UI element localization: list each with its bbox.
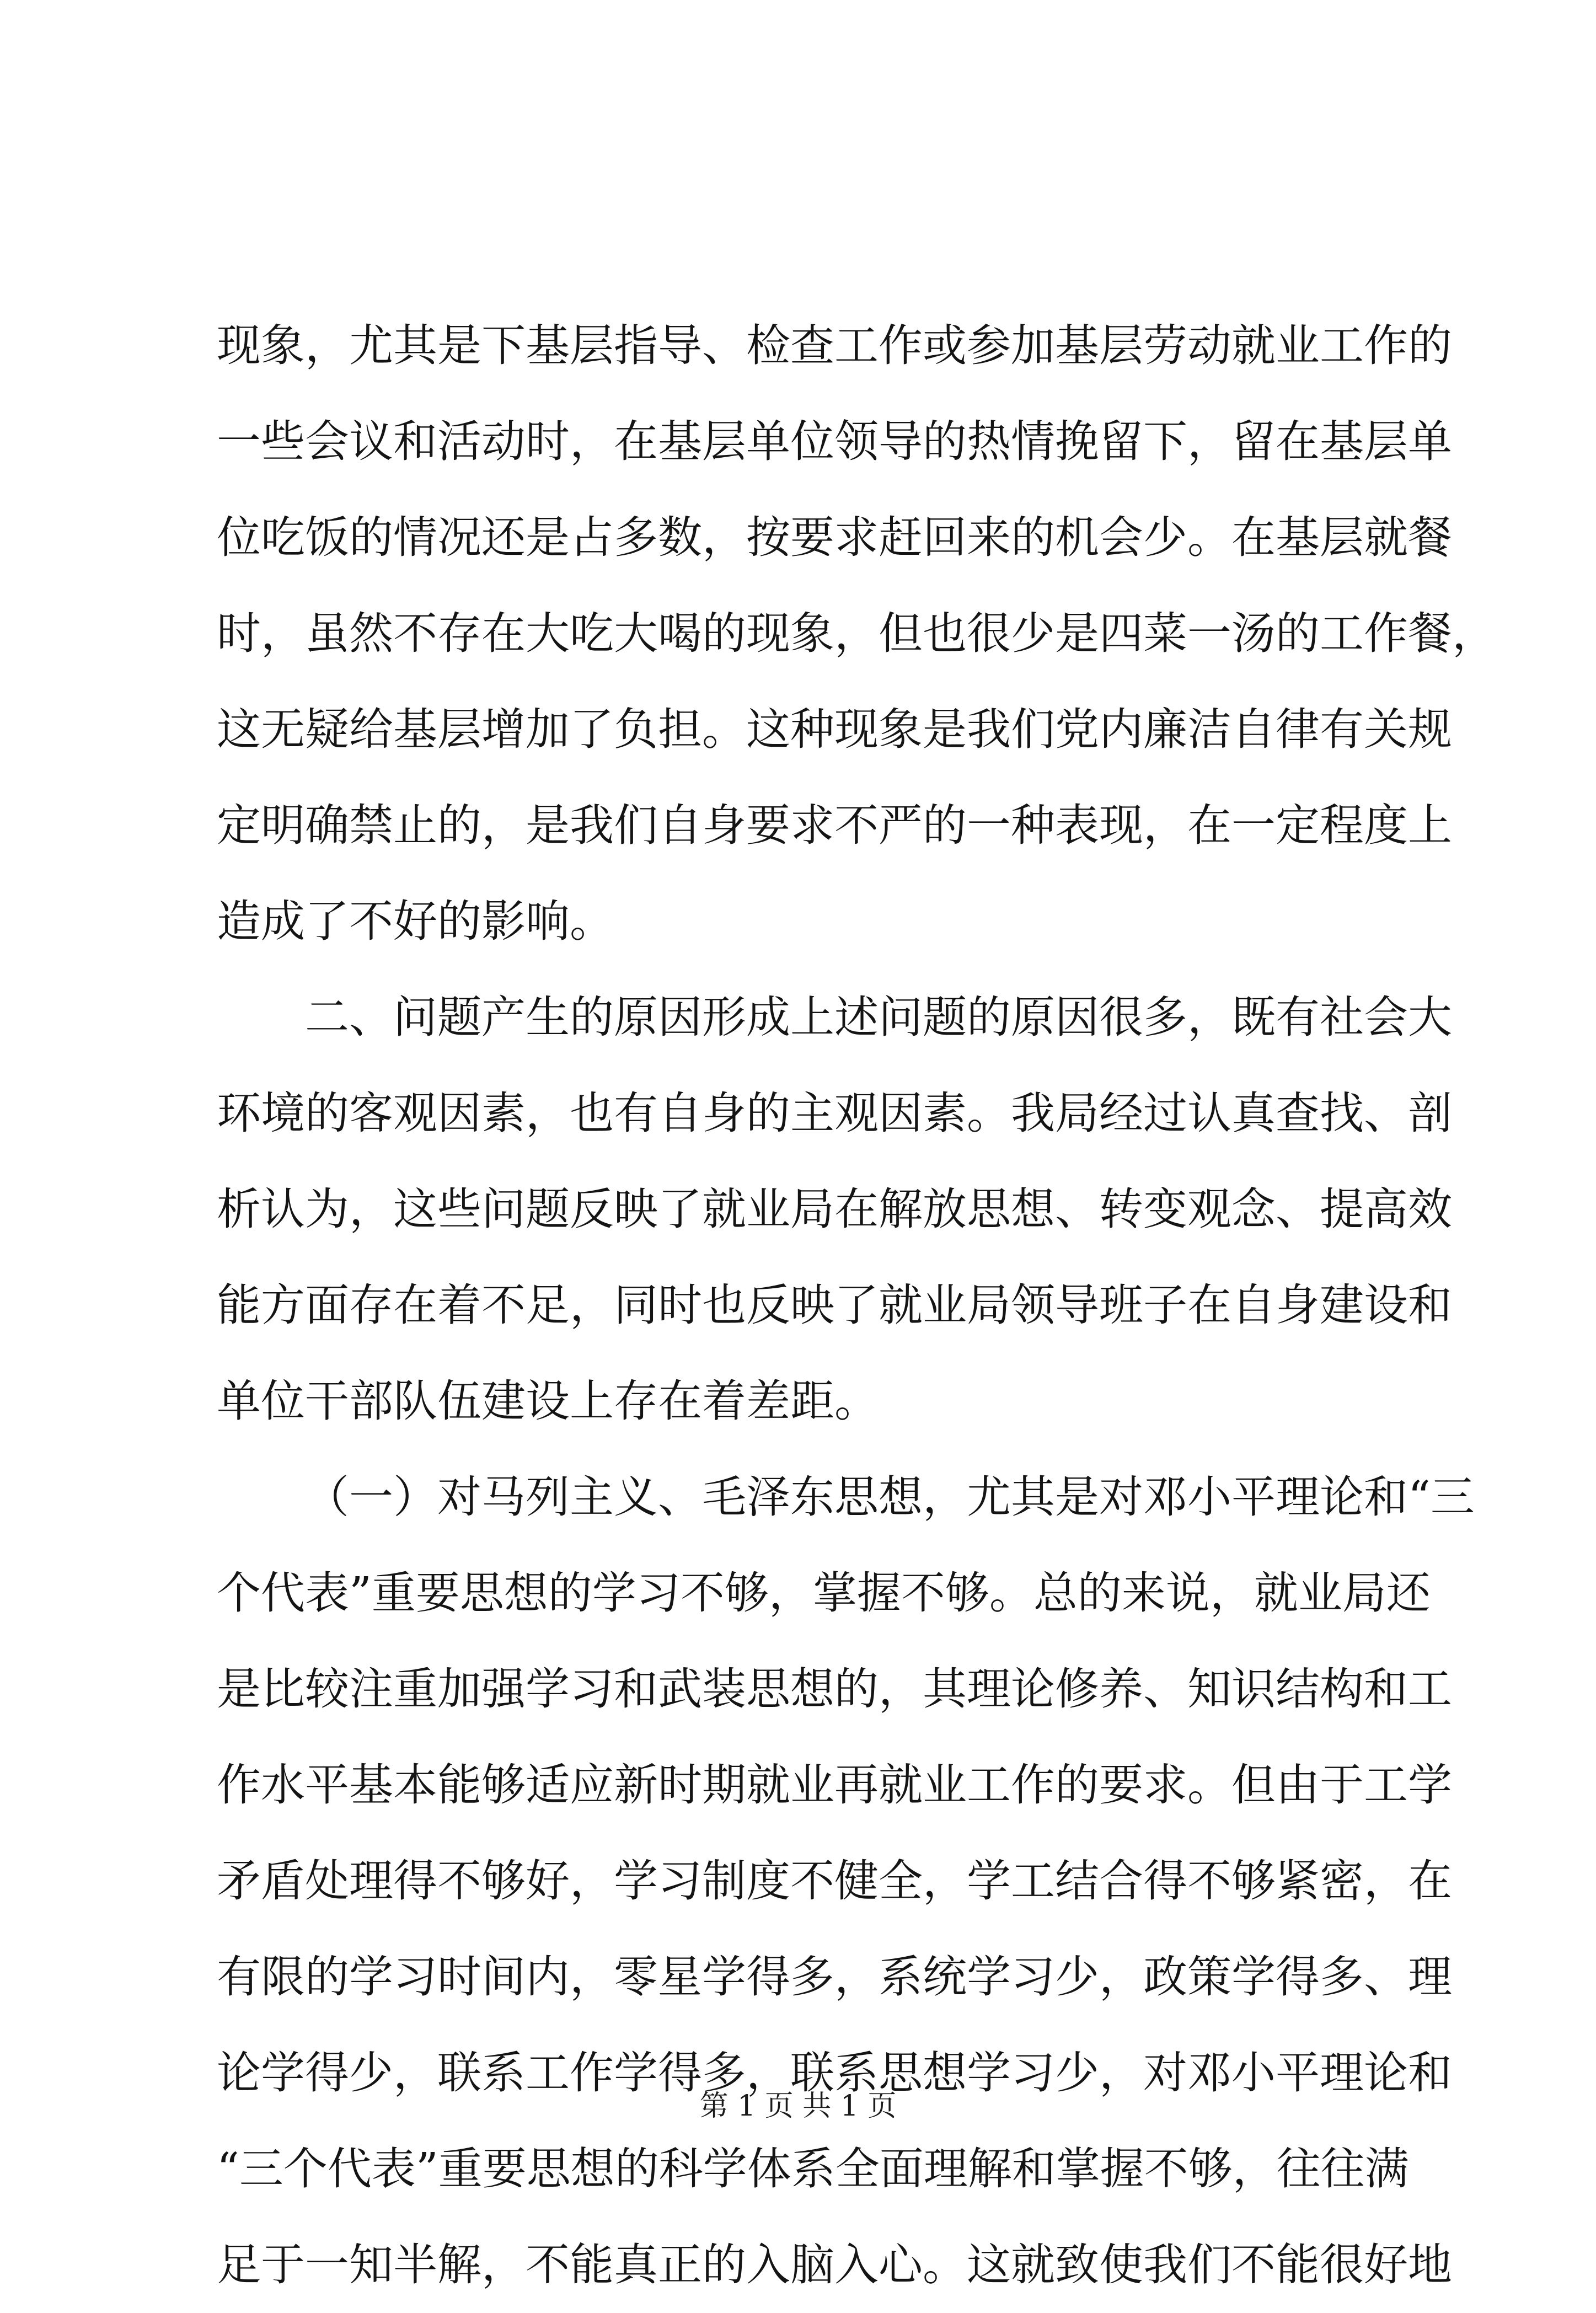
text-line: 这无疑给基层增加了负担。这种现象是我们党内廉洁自律有关规 [217, 704, 1452, 755]
text-line: 现象，尤其是下基层指导、检查工作或参加基层劳动就业工作的 [217, 320, 1452, 371]
section-heading-line: 二、问题产生的原因形成上述问题的原因很多，既有社会大 [305, 992, 1452, 1043]
text-line: 足于一知半解，不能真正的入脑入心。这就致使我们不能很好地 [217, 2239, 1452, 2290]
text-line: 矛盾处理得不够好，学习制度不健全，学工结合得不够紧密，在 [217, 1855, 1452, 1907]
subsection-heading-line: （一）对马列主义、毛泽东思想，尤其是对邓小平理论和“三 [305, 1471, 1475, 1523]
text-line: 是比较注重加强学习和武装思想的，其理论修养、知识结构和工 [217, 1663, 1452, 1715]
text-line: 论学得少，联系工作学得多，联系思想学习少，对邓小平理论和 [217, 2047, 1452, 2098]
page-footer [0, 2087, 1596, 2125]
document-body [217, 298, 1496, 2313]
text-line: 能方面存在着不足，同时也反映了就业局领导班子在自身建设和 [217, 1279, 1452, 1331]
text-line: 个代表”重要思想的学习不够，掌握不够。总的来说，就业局还 [217, 1567, 1431, 1619]
text-line: 作水平基本能够适应新时期就业再就业工作的要求。但由于工学 [217, 1759, 1452, 1811]
text-line: 一些会议和活动时，在基层单位领导的热情挽留下，留在基层单 [217, 416, 1452, 467]
text-line: 造成了不好的影响。 [217, 896, 614, 947]
text-line: “三个代表”重要思想的科学体系全面理解和掌握不够，往往满 [217, 2143, 1409, 2194]
text-line: 时，虽然不存在大吃大喝的现象，但也很少是四菜一汤的工作餐， [217, 608, 1496, 659]
page-number-label: 第 1 页 共 1 页 [699, 2090, 897, 2123]
text-line: 有限的学习时间内，零星学得多，系统学习少，政策学得多、理 [217, 1951, 1452, 2003]
text-line: 定明确禁止的，是我们自身要求不严的一种表现，在一定程度上 [217, 800, 1452, 851]
text-line: 环境的客观因素，也有自身的主观因素。我局经过认真查找、剖 [217, 1088, 1452, 1139]
text-line: 位吃饭的情况还是占多数，按要求赶回来的机会少。在基层就餐 [217, 512, 1452, 563]
text-line: 单位干部队伍建设上存在着差距。 [217, 1375, 879, 1427]
text-line: 析认为，这些问题反映了就业局在解放思想、转变观念、提高效 [217, 1184, 1452, 1235]
